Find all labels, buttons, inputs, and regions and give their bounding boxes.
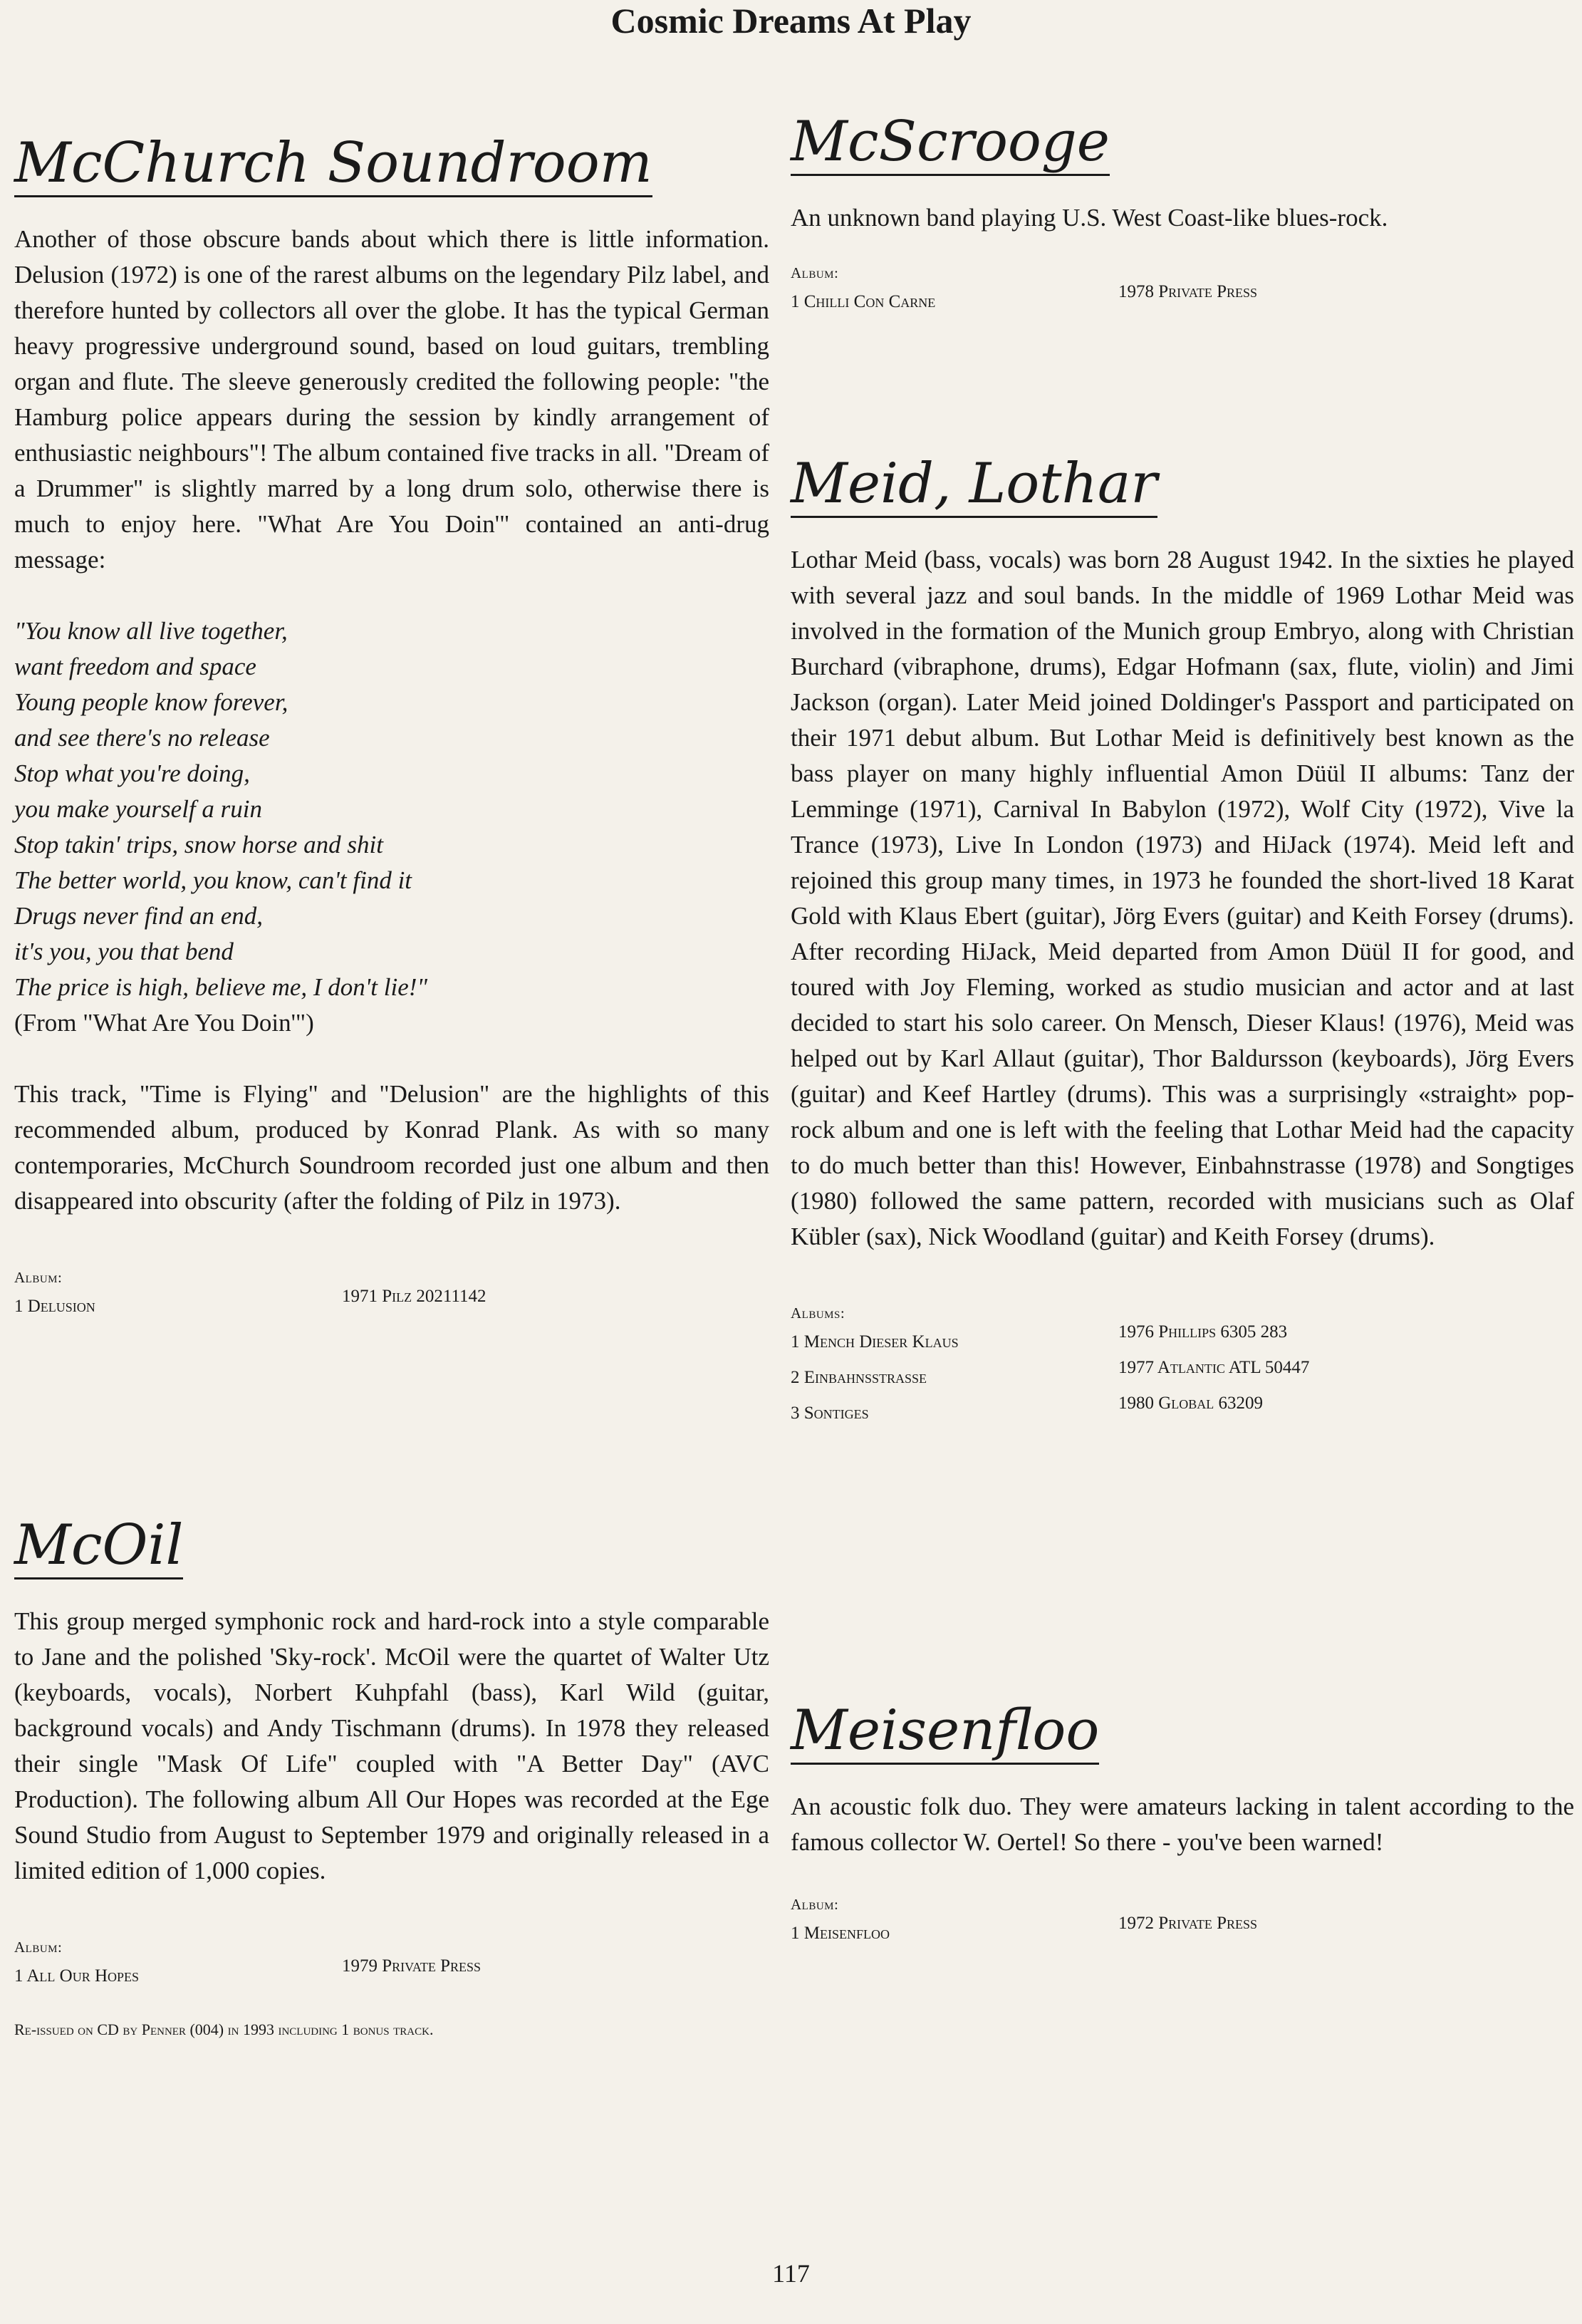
band-name: McOil: [14, 1518, 183, 1579]
album-title: 1 Meisenfloo: [791, 1924, 890, 1943]
album-label: Album:: [791, 1896, 839, 1913]
reissue-note: Re-issued on CD by Penner (004) in 1993 including 1 bonus track.: [14, 2020, 434, 2038]
album-row: [791, 1914, 1574, 1949]
lyric-line: it's you, you that bend: [14, 938, 234, 965]
lyric-line: The price is high, believe me, I don't lie!": [14, 973, 428, 1001]
entry-body-continued: This track, "Time is Flying" and "Delusion" are the highlights of this recommended album, produced by Konrad Plank. As with so many contemporaries, McChurch Soundroom recorded just one album and then disappeared into obscurity (after the folding of Pilz in 1973).: [14, 1080, 769, 1215]
album-info: 1979 Private Press: [342, 1956, 482, 1976]
entry-body: An unknown band playing U.S. West Coast-like blues-rock.: [791, 204, 1388, 232]
band-name: Meisenfloo: [791, 1703, 1099, 1765]
album-title: 1 Chilli Con Carne: [791, 292, 936, 311]
album-list: [791, 1896, 1574, 1949]
album-info: 1972 Private Press: [1118, 1914, 1258, 1933]
album-list: [14, 1939, 769, 1992]
album-info: 1976 Phillips 6305 283: [1118, 1322, 1288, 1342]
album-label: Album:: [14, 1939, 63, 1956]
album-row: [14, 1956, 769, 1992]
album-row: [791, 1358, 1574, 1394]
lyric-line: Drugs never find an end,: [14, 902, 263, 930]
entry-mcscrooge: [791, 110, 1574, 318]
lyric-line: Stop what you're doing,: [14, 759, 250, 787]
album-title: 2 Einbahnsstrasse: [791, 1368, 927, 1387]
band-name: McChurch Soundroom: [14, 135, 652, 197]
lyric-line: want freedom and space: [14, 653, 256, 680]
entry-mcchurch-soundroom: [14, 131, 769, 1322]
album-info: 1978 Private Press: [1118, 282, 1258, 301]
album-info: 1977 Atlantic ATL 50447: [1118, 1358, 1310, 1377]
entry-body: Lothar Meid (bass, vocals) was born 28 August 1942. In the sixties he played with several jazz and soul bands. In the middle of 1969 Lothar Meid was involved in the formation of the Munich group Embryo, along with Christian Burchard (vibraphone, drums), Edgar Hofmann (sax, flute, violin) and Jimi Jackson (organ). Later Meid joined Doldinger's Passport and participated on their 1971 debut album. But Lothar Meid is definitively best known as the bass player on many highly influential Amon Düül II albums: Tanz der Lemminge (1971), Carnival In Babylon (1972), Wolf City (1972), Vive la Trance (1973), Live In London (1973) and HiJack (1974). Meid left and rejoined this group many times, in 1973 he founded the short-lived 18 Karat Gold with Klaus Ebert (guitar), Jörg Evers (guitar) and Keith Forsey (drums). After recording HiJack, Meid departed from Amon Düül II for good, and toured with Joy Fleming, worked as studio musician and actor and at last decided to start his solo career. On Mensch, Dieser Klaus! (1976), Meid was helped out by Karl Allaut (guitar), Thor Baldursson (keyboards), Jörg Evers (guitar) and Keef Hartley (drums). This was a surprisingly «straight» pop-rock album and one is left with the feeling that Lothar Meid had the capacity to do much better than this! However, Einbahnstrasse (1978) and Songtiges (1980) followed the same pattern, recorded with musicians such as Olaf Kübler (sax), Nick Woodland (guitar) and Keith Forsey (drums).: [791, 546, 1574, 1250]
album-title: 1 All Our Hopes: [14, 1966, 140, 1986]
page-title: Cosmic Dreams At Play: [610, 1, 972, 41]
lyrics-source: (From "What Are You Doin'"): [14, 1009, 314, 1037]
lyric-line: "You know all live together,: [14, 617, 288, 645]
album-row: [791, 1322, 1574, 1358]
album-title: 1 Delusion: [14, 1297, 95, 1316]
album-title: 1 Mench Dieser Klaus: [791, 1332, 959, 1352]
entry-meisenfloo: [791, 1698, 1574, 1949]
album-label: Album:: [791, 264, 839, 281]
album-info: 1980 Global 63209: [1118, 1394, 1264, 1413]
entry-meid-lothar: [791, 452, 1574, 1429]
album-list: [14, 1269, 769, 1322]
entry-body: Another of those obscure bands about which there is little information. Delusion (1972) is one of the rarest albums on the legendary Pilz label, and therefore hunted by collectors all over the globe. It has the typical German heavy progressive underground sound, based on loud guitars, trembling organ and flute. The sleeve generously credited the following people: "the Hamburg police appears during the session by kindly arrangement of enthusiastic neighbours"! The album contained five tracks in all. "Dream of a Drummer" is slightly marred by a long drum solo, otherwise there is much to enjoy here. "What Are You Doin'" contained an anti-drug message:: [14, 225, 769, 574]
album-info: 1971 Pilz 20211142: [342, 1287, 486, 1306]
album-title: 3 Sontiges: [791, 1404, 869, 1423]
lyric-line: Stop takin' trips, snow horse and shit: [14, 831, 383, 858]
page-number: 117: [772, 2259, 810, 2288]
album-list: [791, 1304, 1574, 1429]
lyrics-block: [14, 613, 769, 1041]
album-row: [791, 1394, 1574, 1429]
album-row: [14, 1287, 769, 1322]
lyric-line: you make yourself a ruin: [14, 795, 262, 823]
band-name: Meid, Lothar: [791, 456, 1157, 518]
entry-body: This group merged symphonic rock and hard-rock into a style comparable to Jane and the polished 'Sky-rock'. McOil were the quartet of Walter Utz (keyboards, vocals), Norbert Kuhpfahl (bass), Karl Wild (guitar, background vocals) and Andy Tischmann (drums). In 1978 they released their single "Mask Of Life" coupled with "A Better Day" (AVC Production). The following album All Our Hopes was recorded at the Ege Sound Studio from August to September 1979 and originally released in a limited edition of 1,000 copies.: [14, 1607, 769, 1884]
album-label: Albums:: [791, 1304, 845, 1322]
album-label: Album:: [14, 1269, 63, 1286]
band-name: McScrooge: [791, 114, 1110, 176]
entry-mcoil: [14, 1513, 769, 2039]
album-row: [791, 282, 1574, 318]
lyric-line: and see there's no release: [14, 724, 270, 752]
lyric-line: The better world, you know, can't find it: [14, 866, 412, 894]
lyric-line: Young people know forever,: [14, 688, 288, 716]
album-list: [791, 264, 1574, 318]
entry-body: An acoustic folk duo. They were amateurs lacking in talent according to the famous collector W. Oertel! So there - you've been warned!: [791, 1793, 1574, 1856]
